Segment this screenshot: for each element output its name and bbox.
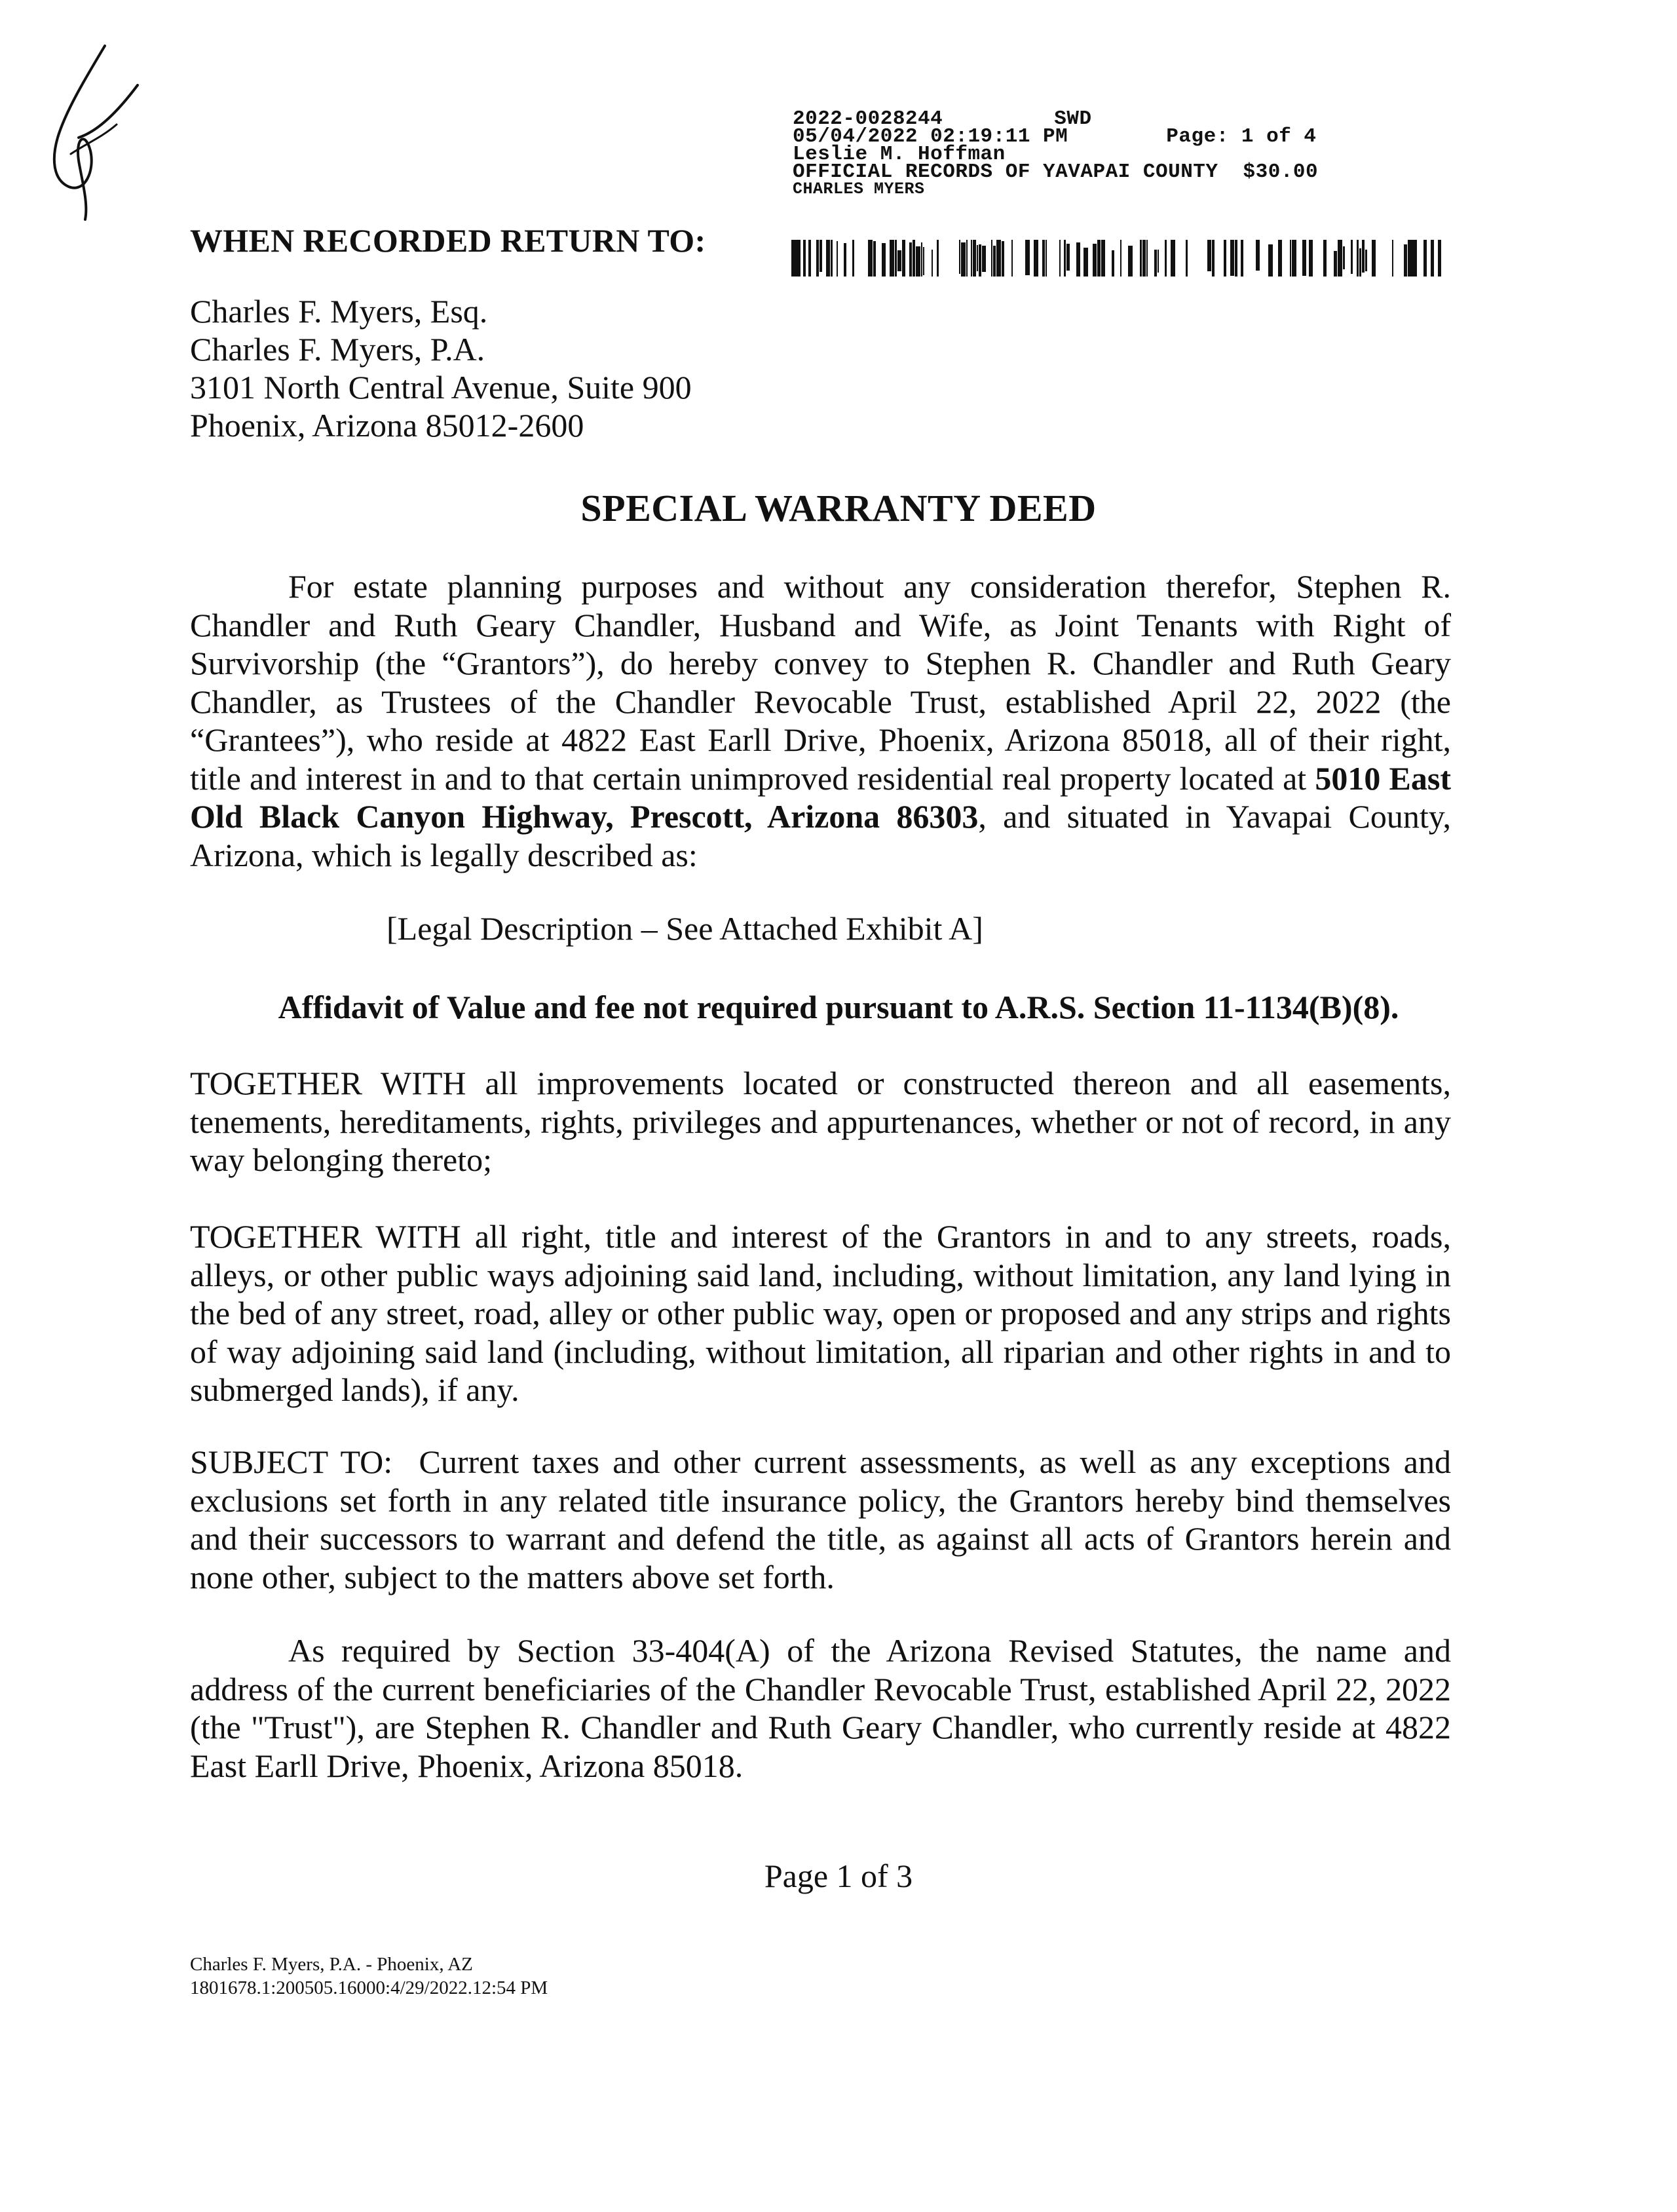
- footer: [190, 1953, 548, 2000]
- document-number: 2022-0028244: [793, 107, 943, 130]
- recorder-name: Leslie M. Hoffman: [793, 143, 1006, 166]
- page-number: Page 1 of 3: [764, 1858, 913, 1894]
- recording-stamp: [793, 107, 1448, 199]
- affidavit-exemption-note: Affidavit of Value and fee not required pursuant to A.R.S. Section 11-1134(B)(8).: [278, 989, 1399, 1025]
- conveyance-text-end: , and situated in Yavapai County, Arizona, which is legally described as:: [190, 798, 1451, 873]
- return-address-line: 3101 North Central Avenue, Suite 900: [190, 369, 692, 406]
- property-address: 5010 East Old Black Canyon Highway, Prescott, Arizona 86303: [190, 759, 1451, 835]
- return-address-block: [190, 292, 692, 444]
- conveyance-text: For estate planning purposes and without any consideration therefor, Stephen R. Chandler and Ruth Geary Chandler, Husband and Wife, as Joint Tenants with Right of Survivorship (the “Grantors”), do hereby convey to Stephen R. Chandler and Ruth Geary Chandler, as Trustees of the Chandler Revocable Trust, established April 22, 2022 (the “Grantees”), who reside at 4822 East Earll Drive, Phoenix, Arizona 85018, all of their right, title and interest in and to that certain unimproved residential real property located at: [190, 568, 1451, 797]
- return-to-heading: WHEN RECORDED RETURN TO:: [190, 222, 706, 259]
- together-with-improvements-paragraph: TOGETHER WITH all improvements located or constructed thereon and all easements, tenements, hereditaments, rights, privileges and appurtenances, whether or not of record, in any way belonging thereto;: [190, 1065, 1451, 1178]
- subject-to-paragraph: SUBJECT TO: Current taxes and other current assessments, as well as any exceptions and exclusions set forth in any related title insurance policy, the Grantors hereby bind themselves and their successors to warrant and defend the title, as against all acts of Grantors herein and none other, subject to the matters above set forth.: [190, 1443, 1460, 1595]
- submitter-name: CHARLES MYERS: [793, 180, 925, 199]
- footer-doc-id: 1801678.1:200505.16000:4/29/2022.12:54 PM: [190, 1977, 548, 1998]
- return-address-line: Charles F. Myers, P.A.: [190, 331, 485, 368]
- recording-barcode: [791, 240, 1454, 276]
- recorded-datetime: 05/04/2022 02:19:11 PM: [793, 125, 1068, 148]
- handwritten-initials-signature: [39, 39, 144, 223]
- beneficiaries-paragraph: As required by Section 33-404(A) of the Arizona Revised Statutes, the name and address of the current beneficiaries of the Chandler Revocable Trust, established April 22, 2022 (the "Trust"), are Stephen R. Chandler and Ruth Geary Chandler, who currently reside at 4822 East Earll Drive, Phoenix, Arizona 85018.: [190, 1632, 1451, 1784]
- return-address-line: Charles F. Myers, Esq.: [190, 293, 488, 330]
- return-address-line: Phoenix, Arizona 85012-2600: [190, 407, 584, 444]
- office-line: OFFICIAL RECORDS OF YAVAPAI COUNTY: [793, 161, 1218, 183]
- footer-firm: Charles F. Myers, P.A. - Phoenix, AZ: [190, 1954, 473, 1975]
- recording-fee: $30.00: [1243, 161, 1319, 183]
- conveyance-paragraph: [190, 567, 1451, 874]
- document-type: SWD: [1054, 107, 1092, 130]
- legal-description-reference: [Legal Description – See Attached Exhibit A]: [386, 910, 983, 947]
- page-info: Page: 1 of 4: [1166, 125, 1317, 148]
- together-with-rights-paragraph: TOGETHER WITH all right, title and interest of the Grantors in and to any streets, roads, alleys, or other public ways adjoining said land, including, without limitation, any land lying in the bed of any street, road, alley or other public way, open or proposed and any strips and rights of way adjoining said land (including, without limitation, all riparian and other rights in and to submerged lands), if any.: [190, 1218, 1451, 1408]
- document-title: SPECIAL WARRANTY DEED: [580, 487, 1097, 529]
